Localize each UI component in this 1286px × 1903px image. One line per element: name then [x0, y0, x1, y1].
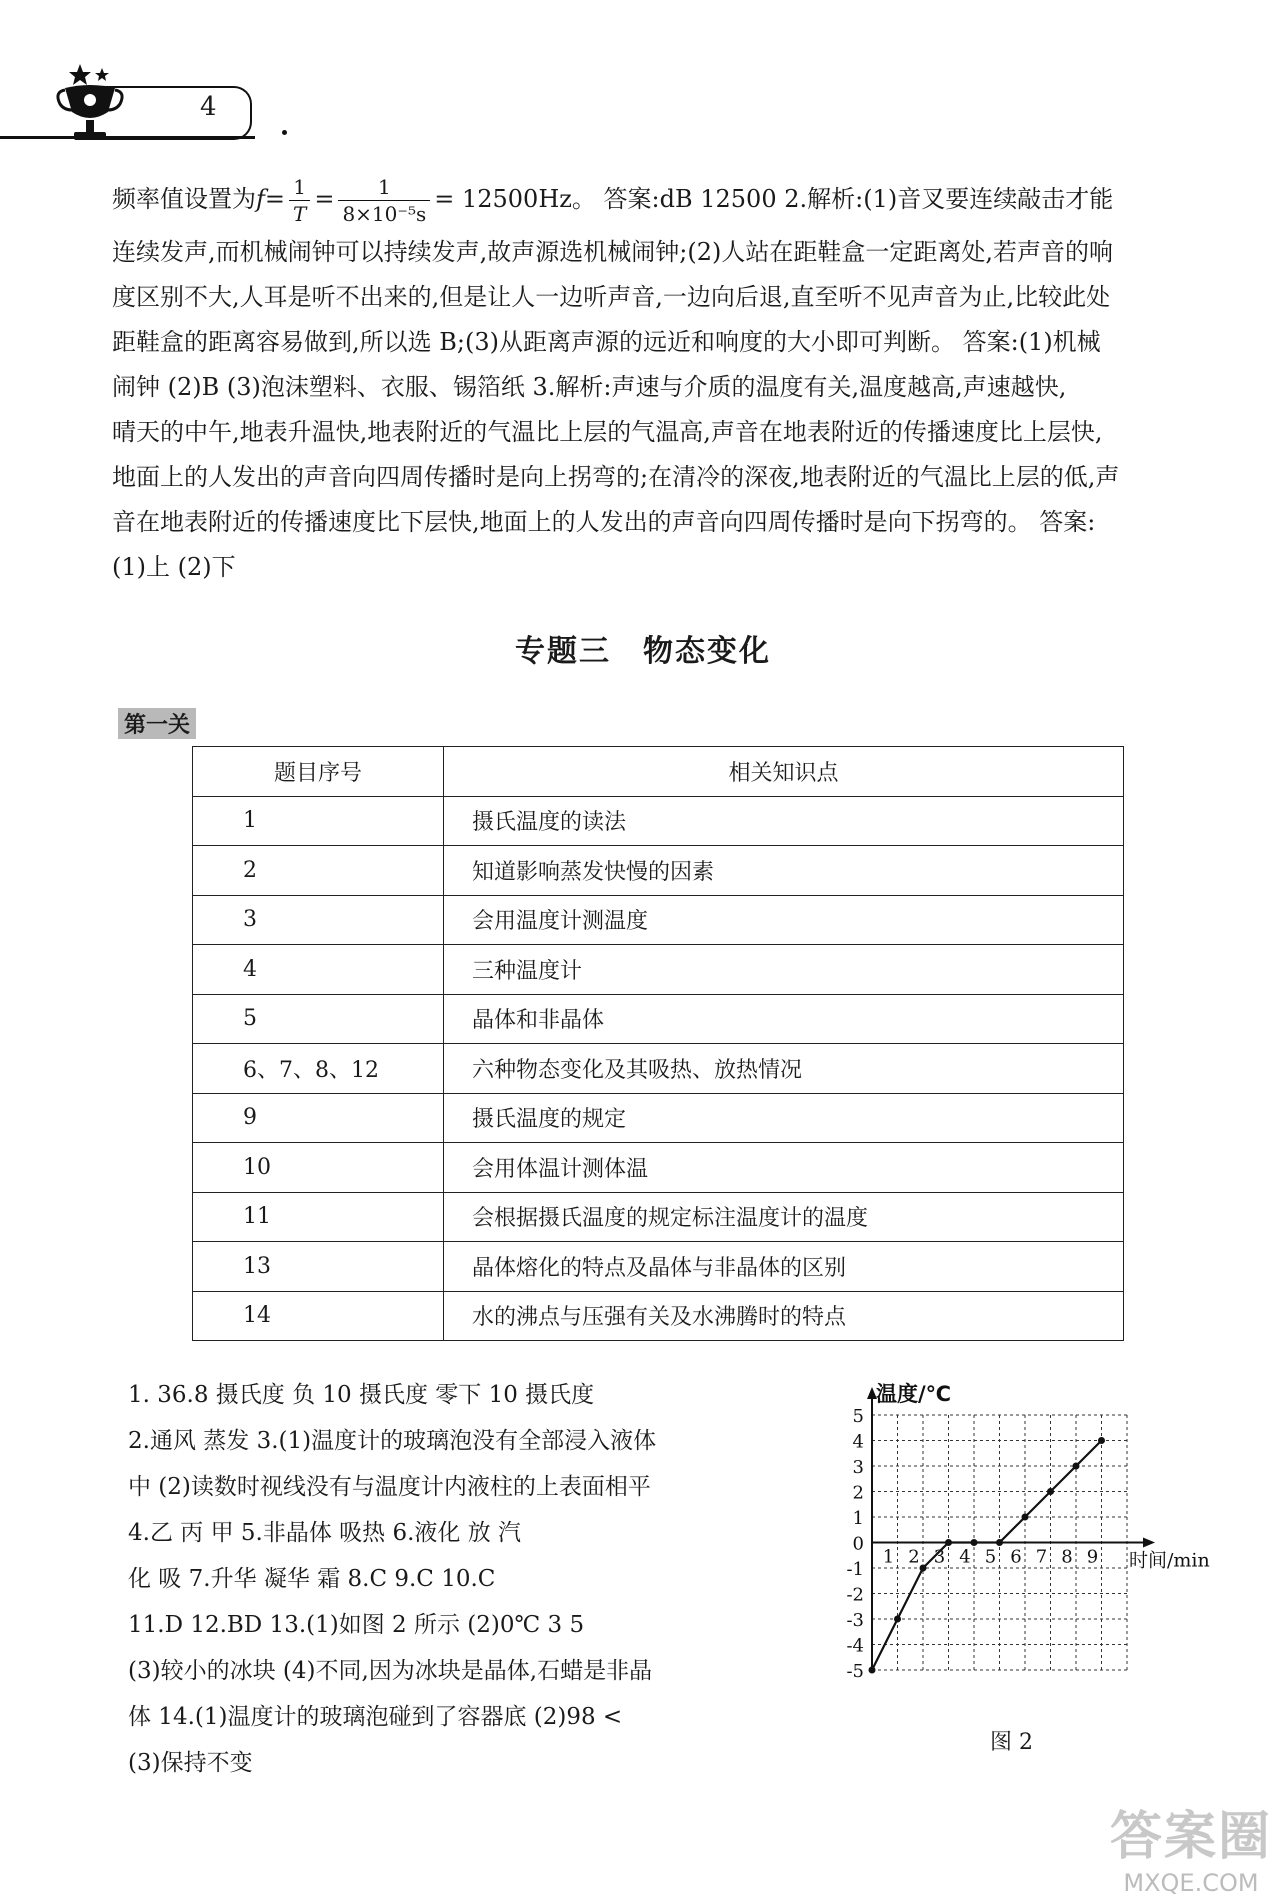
- knowledge-point: 摄氏温度的规定: [444, 1093, 1124, 1143]
- table-row: [193, 994, 1124, 1044]
- table-row: [193, 895, 1124, 945]
- answer-line: 2.通风 蒸发 3.(1)温度计的玻璃泡没有全部浸入液体: [128, 1428, 657, 1454]
- data-point: [1047, 1488, 1054, 1495]
- answer-line: 化 吸 7.升华 凝华 霜 8.C 9.C 10.C: [128, 1566, 496, 1592]
- x-tick-label: 9: [1086, 1546, 1099, 1568]
- answer-line: (3)较小的冰块 (4)不同,因为冰块是晶体,石蜡是非晶: [128, 1658, 653, 1684]
- y-tick-label: -4: [846, 1635, 864, 1657]
- f-symbol: f: [256, 185, 265, 213]
- x-tick-label: 1: [882, 1546, 895, 1568]
- x-tick-label: 3: [933, 1546, 946, 1568]
- knowledge-point: 知道影响蒸发快慢的因素: [444, 846, 1124, 896]
- y-tick-label: 4: [852, 1431, 864, 1453]
- table-row: [193, 1192, 1124, 1242]
- answer-line: 体 14.(1)温度计的玻璃泡碰到了容器底 (2)98 <: [128, 1704, 623, 1730]
- table-row: [193, 1093, 1124, 1143]
- y-tick-label: -5: [846, 1661, 864, 1682]
- fraction-1: $\frac{1}{T}$: [289, 174, 310, 227]
- knowledge-point: 会用体温计测体温: [444, 1143, 1124, 1193]
- answers-block: [128, 1372, 788, 1786]
- answer-line: (3)保持不变: [128, 1750, 253, 1776]
- y-tick-label: -2: [846, 1584, 864, 1606]
- intro-line: (1)上 (2)下: [112, 553, 236, 581]
- header-page-tab: [100, 86, 252, 140]
- question-number: 4: [193, 945, 444, 995]
- table-row: [193, 1242, 1124, 1292]
- knowledge-point: 摄氏温度的读法: [444, 796, 1124, 846]
- page-number: 4: [200, 92, 217, 122]
- intro-line-1: 频率值设置为f= $\frac{1}{T}$ = $\frac{1}{\text{8×10⁻⁵s}}$ = 12500Hz。 答案:dB 12500 2.解析:(1)音叉要连续敲击才能: [112, 175, 1114, 226]
- table-row: [193, 846, 1124, 896]
- table-row: [193, 796, 1124, 846]
- x-tick-label: 5: [984, 1546, 997, 1568]
- y-tick-label: 1: [852, 1508, 864, 1529]
- watermark-site: MXQE.COM: [1123, 1869, 1259, 1897]
- y-tick-label: 5: [852, 1406, 864, 1427]
- intro-line: 闹钟 (2)B (3)泡沫塑料、衣服、锡箔纸 3.解析:声速与介质的温度有关,温度越高,声速越快,: [112, 373, 1067, 401]
- data-point: [920, 1565, 927, 1572]
- table-row: [193, 945, 1124, 995]
- table-row: [193, 1291, 1124, 1341]
- x-tick-label: 7: [1035, 1546, 1048, 1568]
- column-header: 题目序号: [193, 747, 444, 797]
- question-number: 13: [193, 1242, 444, 1292]
- y-tick-label: 2: [852, 1482, 864, 1504]
- answer-line: 11.D 12.BD 13.(1)如图 2 所示 (2)0℃ 3 5: [128, 1612, 585, 1638]
- data-point: [869, 1667, 876, 1674]
- intro-line: 连续发声,而机械闹钟可以持续发声,故声源选机械闹钟;(2)人站在距鞋盒一定距离处,若声音的响: [112, 238, 1113, 266]
- fraction-2: $\frac{1}{\text{8×10⁻⁵s}}$: [338, 174, 430, 227]
- data-point: [971, 1539, 978, 1546]
- watermark-logo: 答案圈: [1109, 1807, 1272, 1867]
- intro-line: 距鞋盒的距离容易做到,所以选 B;(3)从距离声源的远近和响度的大小即可判断。 答案:(1)机械: [112, 328, 1101, 356]
- x-axis-arrow: [1143, 1538, 1155, 1548]
- intro-prefix: 频率值设置为: [112, 185, 256, 213]
- y-tick-label: 0: [852, 1533, 864, 1555]
- question-number: 10: [193, 1143, 444, 1193]
- question-number: 1: [193, 796, 444, 846]
- intro-line: 晴天的中午,地表升温快,地表附近的气温比上层的气温高,声音在地表附近的传播速度比上层快,: [112, 418, 1103, 446]
- question-number: 11: [193, 1192, 444, 1242]
- knowledge-point: 三种温度计: [444, 945, 1124, 995]
- level-tag: 第一关: [118, 708, 196, 739]
- section-title: 专题三 物态变化: [515, 634, 771, 669]
- question-number: 14: [193, 1291, 444, 1341]
- intro-line: 度区别不大,人耳是听不出来的,但是让人一边听声音,一边向后退,直至听不见声音为止,比较此处: [112, 283, 1111, 311]
- intro-suffix: = 12500Hz。 答案:dB 12500 2.解析:(1)音叉要连续敲击才能: [434, 185, 1114, 213]
- data-point: [894, 1616, 901, 1623]
- watermark: [1110, 1794, 1272, 1897]
- question-number: 3: [193, 895, 444, 945]
- x-axis-label: 时间/min: [1129, 1549, 1210, 1572]
- answer-line: 中 (2)读数时视线没有与温度计内液柱的上表面相平: [128, 1474, 651, 1500]
- answer-line: 1. 36.8 摄氏度 负 10 摄氏度 零下 10 摄氏度: [128, 1382, 595, 1408]
- data-point: [1022, 1514, 1029, 1521]
- y-tick-label: -1: [846, 1559, 864, 1580]
- data-point: [1073, 1463, 1080, 1470]
- data-point: [1098, 1437, 1105, 1444]
- question-number: 6、7、8、12: [193, 1044, 444, 1094]
- table-row: [193, 1044, 1124, 1094]
- intro-line: 地面上的人发出的声音向四周传播时是向上拐弯的;在清冷的深夜,地表附近的气温比上层的低,声: [112, 463, 1120, 491]
- knowledge-table: [192, 746, 1124, 1341]
- column-header: 相关知识点: [444, 747, 1124, 797]
- knowledge-point: 会用温度计测温度: [444, 895, 1124, 945]
- knowledge-point: 晶体熔化的特点及晶体与非晶体的区别: [444, 1242, 1124, 1292]
- header-dot: [282, 130, 287, 135]
- x-tick-label: 6: [1010, 1546, 1022, 1568]
- x-tick-label: 2: [908, 1546, 920, 1568]
- table-header-row: [193, 747, 1124, 797]
- table-row: [193, 1143, 1124, 1193]
- intro-paragraph: [112, 168, 1192, 590]
- question-number: 2: [193, 846, 444, 896]
- y-axis-label: 温度/℃: [876, 1382, 952, 1406]
- answer-line: 4.乙 丙 甲 5.非晶体 吸热 6.液化 放 汽: [128, 1520, 522, 1546]
- chart-svg: [820, 1380, 1220, 1760]
- y-tick-label: 3: [852, 1457, 864, 1478]
- data-point: [945, 1539, 952, 1546]
- question-number: 9: [193, 1093, 444, 1143]
- figure-caption: 图 2: [990, 1730, 1033, 1755]
- question-number: 5: [193, 994, 444, 1044]
- knowledge-point: 水的沸点与压强有关及水沸腾时的特点: [444, 1291, 1124, 1341]
- knowledge-point: 六种物态变化及其吸热、放热情况: [444, 1044, 1124, 1094]
- data-point: [996, 1539, 1003, 1546]
- knowledge-point: 晶体和非晶体: [444, 994, 1124, 1044]
- y-tick-label: -3: [846, 1610, 864, 1631]
- x-tick-label: 8: [1061, 1546, 1073, 1568]
- temperature-chart: [820, 1380, 1220, 1760]
- intro-line: 音在地表附近的传播速度比下层快,地面上的人发出的声音向四周传播时是向下拐弯的。 答案:: [112, 508, 1096, 536]
- knowledge-point: 会根据摄氏温度的规定标注温度计的温度: [444, 1192, 1124, 1242]
- x-tick-label: 4: [959, 1546, 971, 1568]
